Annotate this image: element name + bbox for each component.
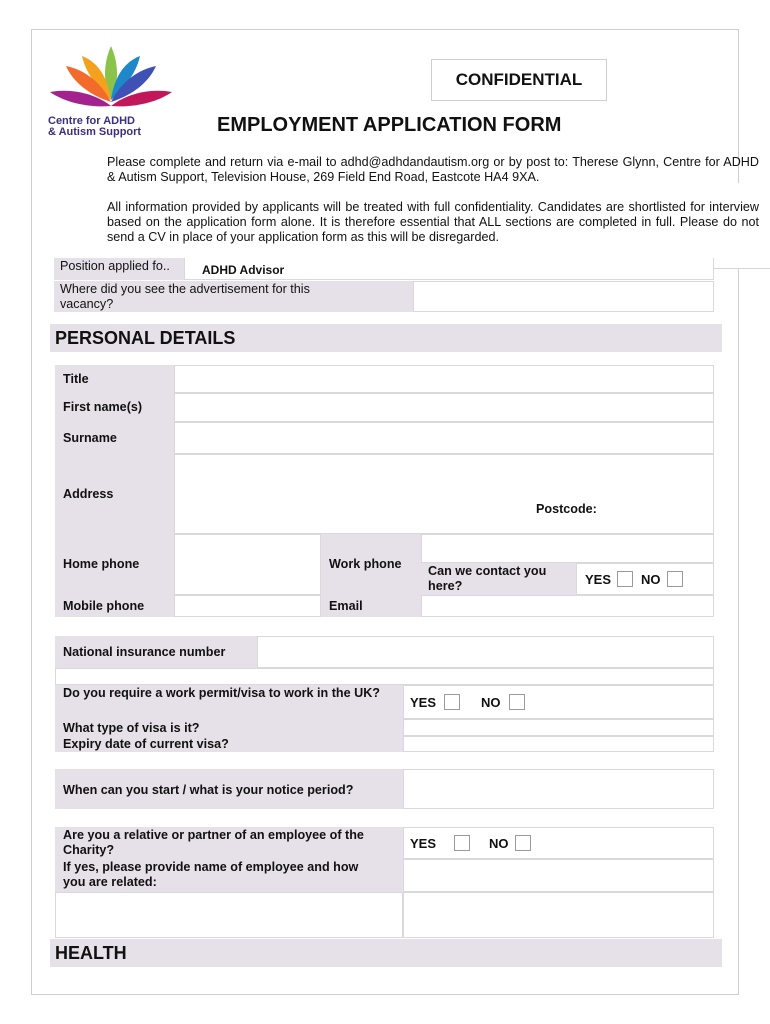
email-input[interactable] bbox=[421, 595, 714, 617]
permit-yes-label: YES bbox=[410, 694, 437, 710]
home-phone-input[interactable] bbox=[174, 534, 321, 595]
contact-no-option[interactable] bbox=[641, 571, 683, 587]
work-phone-input[interactable] bbox=[421, 534, 714, 563]
page-title: EMPLOYMENT APPLICATION FORM bbox=[217, 114, 562, 136]
relative-detail-label: If yes, please provide name of employee and how you are related: bbox=[63, 860, 359, 889]
advert-input[interactable] bbox=[413, 281, 714, 312]
logo-text-line2: & Autism Support bbox=[48, 126, 142, 138]
work-phone-label: Work phone bbox=[329, 557, 402, 571]
advert-label: Where did you see the advertisement for this vacancy? bbox=[60, 282, 310, 311]
contact-here-label: Can we contact you here? bbox=[428, 564, 547, 593]
address-label: Address bbox=[63, 487, 114, 501]
contact-yes-option[interactable] bbox=[585, 571, 633, 587]
personal-details-heading: PERSONAL DETAILS bbox=[50, 324, 722, 352]
permit-yes-option[interactable] bbox=[410, 694, 460, 710]
position-value: ADHD Advisor bbox=[202, 263, 285, 277]
relative-yes-label: YES bbox=[410, 835, 437, 851]
confidential-label: CONFIDENTIAL bbox=[431, 59, 607, 101]
mobile-phone-input[interactable] bbox=[174, 595, 321, 617]
first-name-input[interactable] bbox=[174, 393, 714, 422]
permit-yes-checkbox[interactable] bbox=[444, 694, 460, 710]
relative-yes-checkbox[interactable] bbox=[454, 835, 470, 851]
title-label: Title bbox=[63, 372, 89, 386]
relative-no-checkbox[interactable] bbox=[515, 835, 531, 851]
intro-paragraph-2: All information provided by applicants will be treated with full confidentiality. Candidates are shortlisted for interview based on the application form alone. It is therefore essential that ALL sections are completed in full. Please do not send a CV in place of your application form as this will be disregarded. bbox=[107, 200, 759, 244]
permit-no-checkbox[interactable] bbox=[509, 694, 525, 710]
intro-paragraph-1: Please complete and return via e-mail to adhd@adhdandautism.org or by post to: Therese Glynn, Centre for ADHD & Autism Support, Television House, 269 Field End Road, Eastcote HA4 9XA. bbox=[107, 155, 759, 184]
logo-text bbox=[48, 116, 174, 138]
notice-input[interactable] bbox=[403, 769, 714, 809]
address-input[interactable] bbox=[174, 454, 714, 534]
surname-input[interactable] bbox=[174, 422, 714, 454]
relative-extra-left[interactable] bbox=[55, 892, 403, 938]
contact-no-checkbox[interactable] bbox=[667, 571, 683, 587]
postcode-label: Postcode: bbox=[536, 502, 597, 516]
ni-label: National insurance number bbox=[63, 645, 226, 659]
lotus-flower-icon bbox=[48, 44, 174, 116]
visa-expiry-label: Expiry date of current visa? bbox=[63, 737, 229, 751]
relative-no-label: NO bbox=[489, 835, 509, 851]
mobile-phone-label: Mobile phone bbox=[63, 599, 145, 613]
health-heading: HEALTH bbox=[50, 939, 722, 967]
visa-expiry-input[interactable] bbox=[403, 736, 714, 752]
contact-no-label: NO bbox=[641, 571, 661, 587]
relative-yes-option[interactable] bbox=[410, 835, 470, 851]
permit-no-label: NO bbox=[481, 694, 501, 710]
permit-no-option[interactable] bbox=[481, 694, 525, 710]
contact-yes-label: YES bbox=[585, 571, 612, 587]
ni-spacer-row bbox=[55, 668, 714, 685]
notice-label: When can you start / what is your notice period? bbox=[63, 783, 354, 797]
title-input[interactable] bbox=[174, 365, 714, 393]
first-name-label: First name(s) bbox=[63, 400, 143, 414]
ni-input[interactable] bbox=[257, 636, 714, 668]
logo-text-line1: Centre for ADHD bbox=[48, 115, 135, 127]
visa-type-input[interactable] bbox=[403, 719, 714, 736]
surname-label: Surname bbox=[63, 431, 117, 445]
home-phone-label: Home phone bbox=[63, 557, 140, 571]
email-label: Email bbox=[329, 599, 363, 613]
permit-label: Do you require a work permit/visa to work in the UK? bbox=[63, 686, 381, 700]
relative-extra-right[interactable] bbox=[403, 892, 714, 938]
position-label: Position applied fo.. bbox=[60, 259, 170, 273]
relative-label: Are you a relative or partner of an employee of the Charity? bbox=[63, 828, 364, 857]
contact-yes-checkbox[interactable] bbox=[617, 571, 633, 587]
relative-detail-input[interactable] bbox=[403, 859, 714, 892]
visa-type-label: What type of visa is it? bbox=[63, 721, 200, 735]
relative-no-option[interactable] bbox=[489, 835, 531, 851]
charity-logo bbox=[48, 44, 174, 142]
